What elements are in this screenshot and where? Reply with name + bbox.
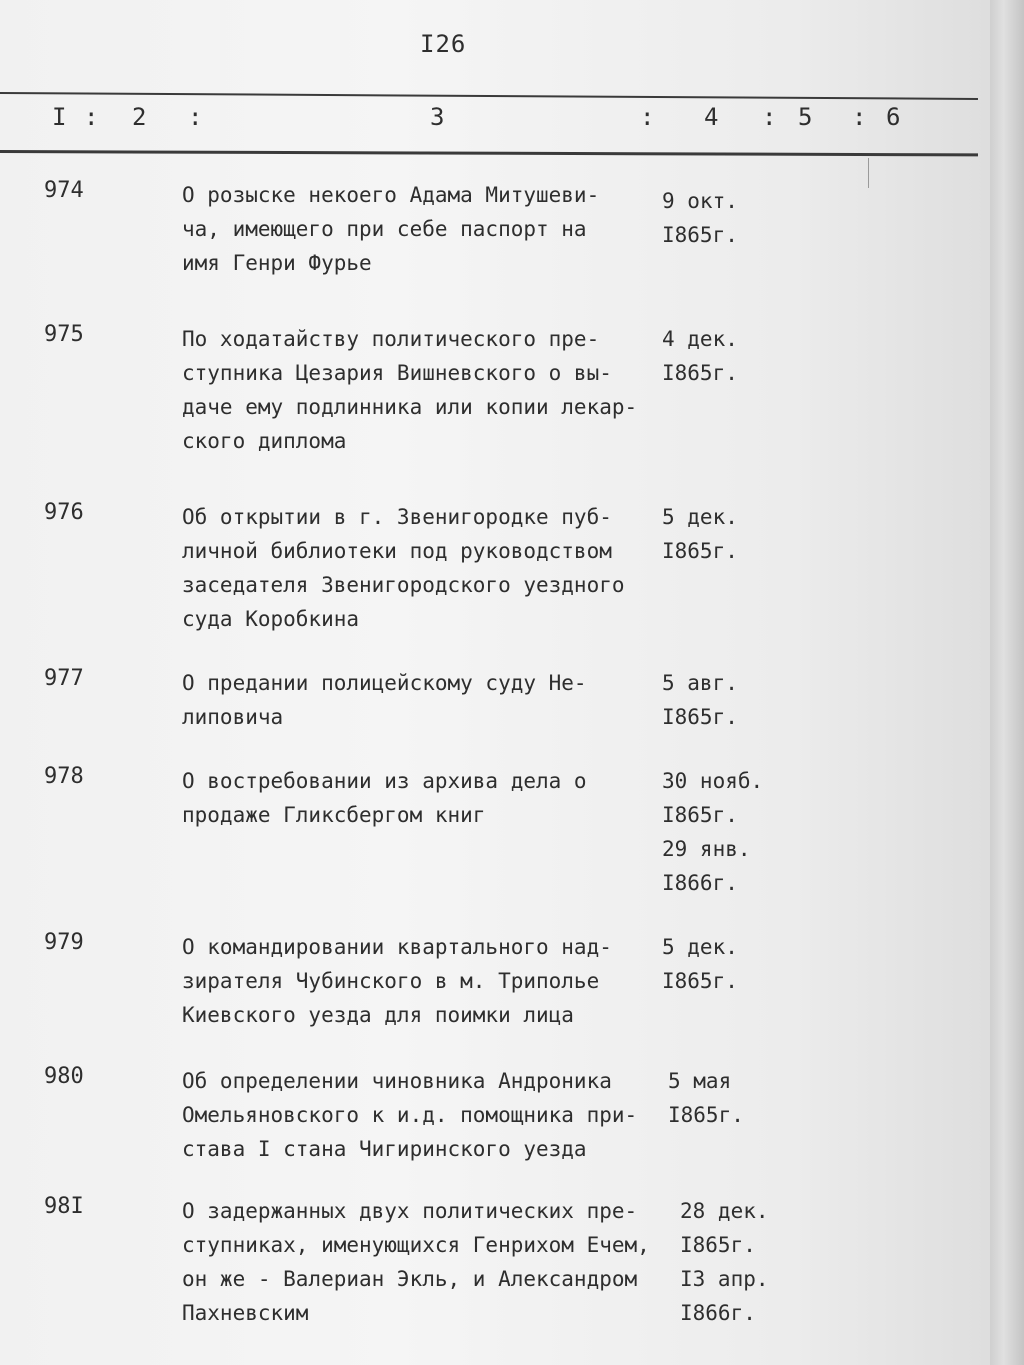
entry-date (662, 322, 738, 390)
entry-date (662, 930, 738, 998)
entry-title-line: О задержанных двух политических пре- (182, 1199, 638, 1223)
entry-title-line: става I стана Чигиринского уезда (182, 1137, 587, 1161)
entry-date (662, 666, 738, 734)
entry-date-line: 4 дек. (662, 327, 738, 351)
entry-title (182, 930, 652, 1032)
header-bottom-rule (0, 150, 978, 156)
entry-date (662, 764, 763, 900)
entry-title-line: ского диплома (182, 429, 347, 453)
entry-title-line: Киевского уезда для поимки лица (182, 1003, 574, 1027)
entry-title-line: Об определении чиновника Андроника (182, 1069, 612, 1093)
entry-title-line: заседателя Звенигородского уездного (182, 573, 625, 597)
entry-title-line: он же - Валериан Экль, и Александром (182, 1267, 638, 1291)
entry-title-line: суда Коробкина (182, 607, 360, 631)
entry-date-line: I865г. (662, 223, 738, 247)
entry-date-line: 5 авг. (662, 671, 738, 695)
entry-title-line: Пахневским (182, 1301, 309, 1325)
entry-date-line: I866г. (680, 1301, 756, 1325)
entry-title-line: ча, имеющего при себе паспорт на (182, 217, 587, 241)
entry-title-line: О востребовании из архива дела о (182, 769, 587, 793)
entry-date-line: I865г. (662, 361, 738, 385)
entry-date-line: I865г. (662, 539, 738, 563)
column-header: I (52, 103, 67, 131)
entry-date-line: 5 дек. (662, 505, 738, 529)
entry-title-line: ступника Цезария Вишневского о вы- (182, 361, 612, 385)
entry-date-line: I865г. (662, 969, 738, 993)
entry-title-line: личной библиотеки под руководством (182, 539, 612, 563)
entry-title-line: О предании полицейскому суду Не- (182, 671, 587, 695)
entry-number: 978 (44, 764, 84, 789)
entry-title-line: имя Генри Фурье (182, 251, 372, 275)
entry-date-line: 29 янв. (662, 837, 751, 861)
entry-date-line: I865г. (680, 1233, 756, 1257)
entry-number: 974 (44, 178, 84, 203)
entry-date-line: I865г. (662, 705, 738, 729)
entry-title (182, 500, 652, 636)
entry-date-line: 30 нояб. (662, 769, 764, 793)
column-separator: : (852, 103, 867, 131)
entry-number: 980 (44, 1064, 84, 1089)
page-edge-shadow (990, 0, 1024, 1365)
entry-title-line: О командировании квартального над- (182, 935, 612, 959)
entry-title (182, 764, 652, 832)
entry-title (182, 1194, 652, 1330)
column-header: 3 (430, 103, 445, 131)
column-header: 4 (704, 103, 719, 131)
entry-date (668, 1064, 744, 1132)
entry-date-line: 5 дек. (662, 935, 738, 959)
entry-date (662, 184, 738, 252)
entry-date (680, 1194, 769, 1330)
entry-date-line: 5 мая (668, 1069, 732, 1093)
entry-title (182, 322, 652, 458)
entry-title (182, 178, 652, 280)
entry-title-line: Омельяновского к и.д. помощника при- (182, 1103, 638, 1127)
entry-title-line: зирателя Чубинского в м. Триполье (182, 969, 600, 993)
entry-date-line: 9 окт. (662, 189, 738, 213)
entry-title (182, 666, 652, 734)
entry-number: 975 (44, 322, 84, 347)
entry-title-line: ступниках, именующихся Генрихом Ечем, (182, 1233, 650, 1257)
entry-number: 98I (44, 1194, 84, 1219)
entry-number: 976 (44, 500, 84, 525)
entry-title-line: продаже Гликсбергом книг (182, 803, 486, 827)
column-separator: : (762, 103, 777, 131)
entry-number: 977 (44, 666, 84, 691)
entry-date-line: I865г. (662, 803, 738, 827)
entry-title-line: По ходатайству политического пре- (182, 327, 600, 351)
column-separator: : (188, 103, 203, 131)
column-header-row (0, 103, 980, 137)
entry-title-line: даче ему подлинника или копии лекар- (182, 395, 638, 419)
column-separator: : (84, 103, 99, 131)
column-header: 5 (798, 103, 813, 131)
column-header: 2 (132, 103, 147, 131)
entry-date-line: 28 дек. (680, 1199, 769, 1223)
entry-title-line: липовича (182, 705, 284, 729)
page-number: I26 (420, 30, 467, 58)
header-top-rule (0, 92, 978, 100)
entry-title-line: О розыске некоего Адама Митушеви- (182, 183, 600, 207)
entry-title (182, 1064, 652, 1166)
column-divider-mark (868, 158, 869, 188)
column-separator: : (640, 103, 655, 131)
entry-number: 979 (44, 930, 84, 955)
entry-date-line: I3 апр. (680, 1267, 769, 1291)
entry-date-line: I866г. (662, 871, 738, 895)
entry-date (662, 500, 738, 568)
entry-date-line: I865г. (668, 1103, 744, 1127)
entry-title-line: Об открытии в г. Звенигородке пуб- (182, 505, 612, 529)
column-header: 6 (886, 103, 901, 131)
